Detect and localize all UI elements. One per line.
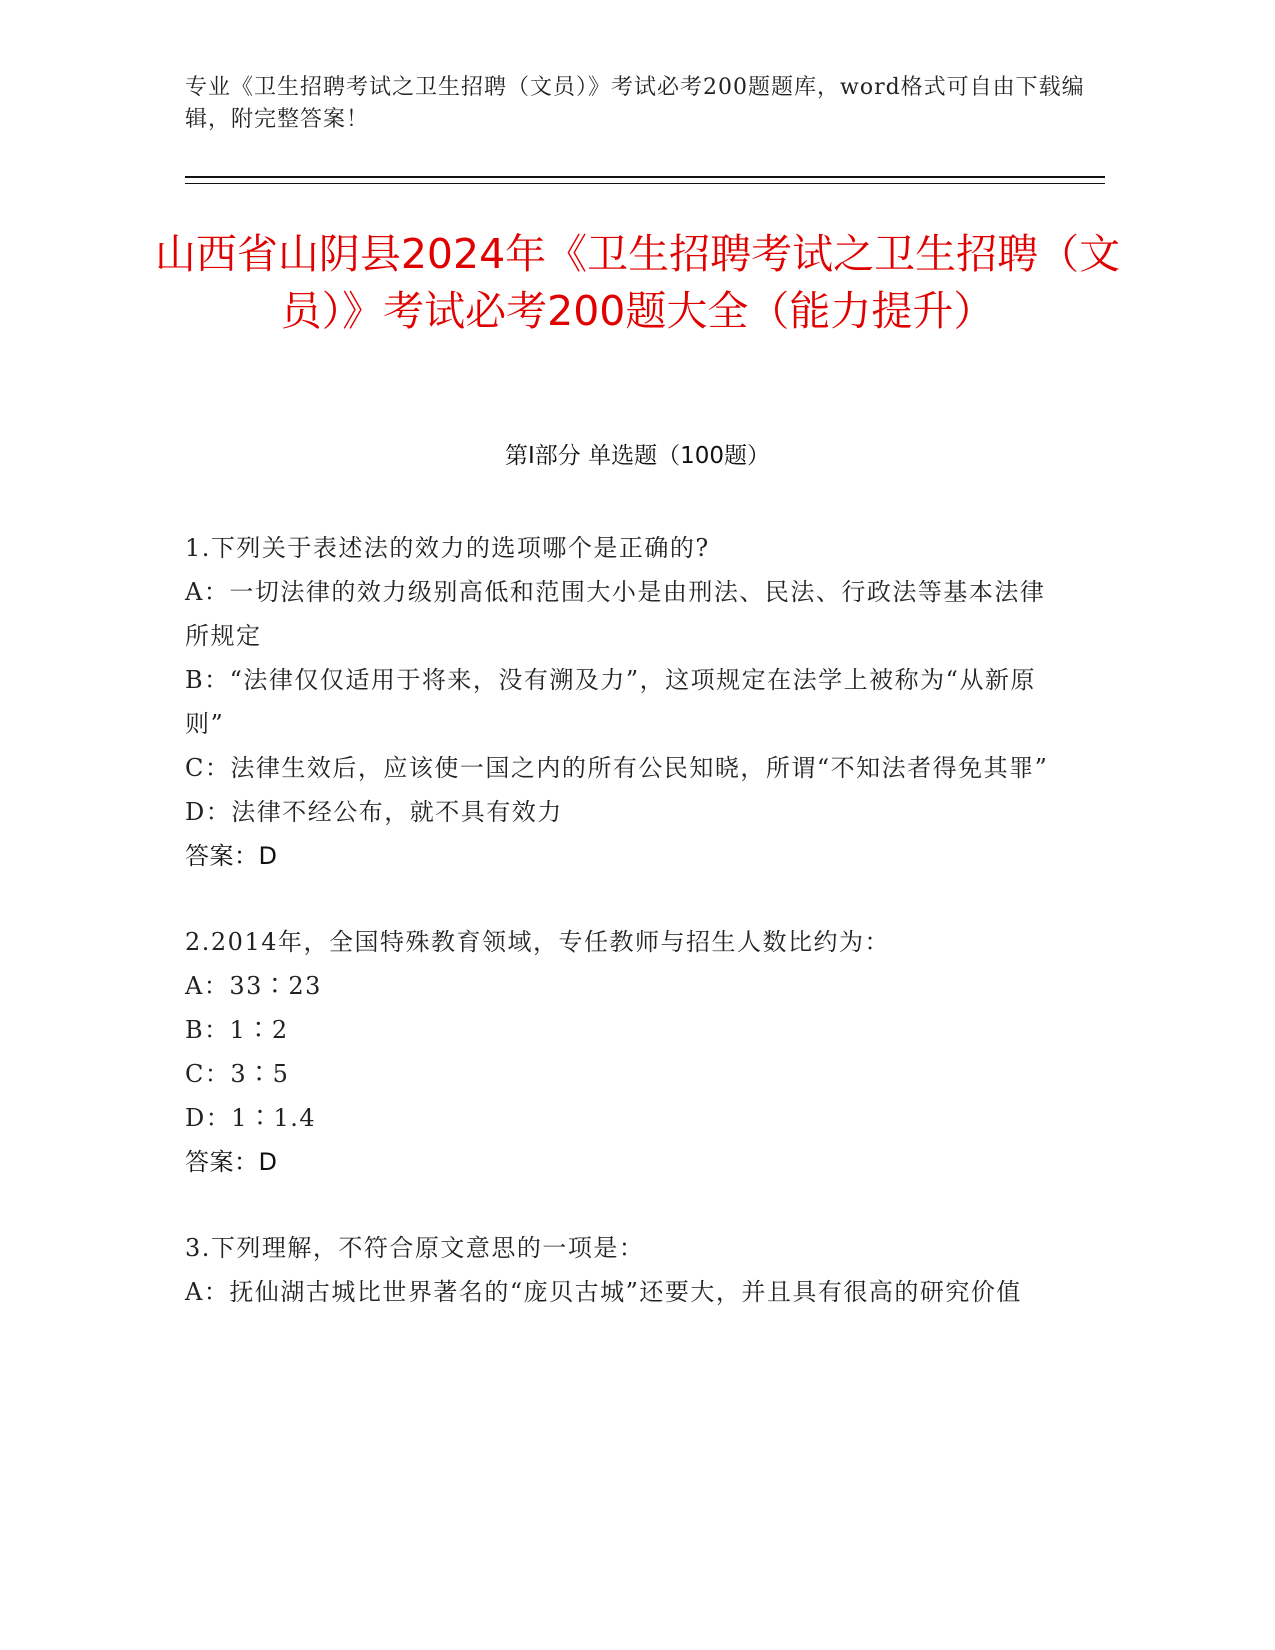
answer-option-d: D：法律不经公布，就不具有效力	[185, 798, 563, 826]
answer-option-a: A：抚仙湖古城比世界著名的“庞贝古城”还要大，并且具有很高的研究价值	[185, 1278, 1022, 1306]
question-stem: 1.下列关于表述法的效力的选项哪个是正确的?	[185, 534, 710, 562]
header-note: 专业《卫生招聘考试之卫生招聘（文员）》考试必考200题题库，word格式可自由下载编辑，附完整答案！	[185, 75, 1085, 132]
answer-option-c: C：3∶5	[185, 1060, 290, 1088]
question-item	[185, 526, 1065, 878]
question-list	[185, 526, 1065, 1356]
answer-option-a: A：33∶23	[185, 972, 322, 1000]
question-item	[185, 1226, 1065, 1314]
question-stem: 3.下列理解，不符合原文意思的一项是：	[185, 1234, 645, 1262]
answer-option-b: B：1∶2	[185, 1016, 289, 1044]
answer-option-a: A：一切法律的效力级别高低和范围大小是由刑法、民法、行政法等基本法律所规定	[185, 578, 1046, 650]
header-divider-thin	[185, 183, 1105, 184]
correct-answer: 答案：D	[185, 842, 278, 870]
answer-option-d: D：1∶1.4	[185, 1104, 317, 1132]
correct-answer: 答案：D	[185, 1148, 278, 1176]
answer-option-b: B：“法律仅仅适用于将来，没有溯及力”，这项规定在法学上被称为“从新原则”	[185, 666, 1036, 738]
section-heading: 第Ⅰ部分 单选题（100题）	[505, 443, 770, 469]
question-item	[185, 920, 1065, 1184]
document-title: 山西省山阴县2024年《卫生招聘考试之卫生招聘（文员）》考试必考200题大全（能力提升）	[154, 230, 1121, 335]
header-divider-thick	[185, 176, 1105, 178]
question-stem: 2.2014年，全国特殊教育领域，专任教师与招生人数比约为：	[185, 928, 890, 956]
answer-option-c: C：法律生效后，应该使一国之内的所有公民知晓，所谓“不知法者得免其罪”	[185, 754, 1049, 782]
